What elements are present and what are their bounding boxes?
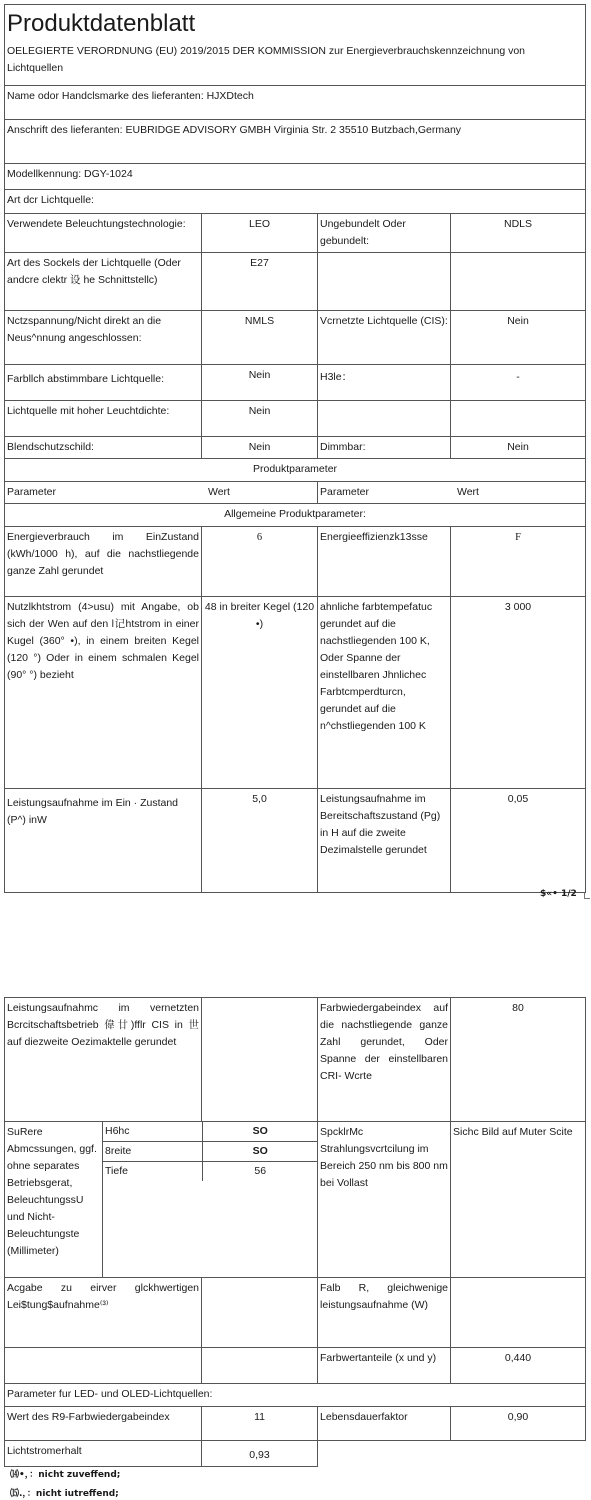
footnote-2: ⒂.，：nicht iutreffend; <box>10 1489 119 1499</box>
param-label: Falb R, gleichwenige leistungsaufnahme (W) <box>318 1278 451 1348</box>
param-value: 11 <box>202 1407 318 1441</box>
param-value: Nein <box>451 437 586 459</box>
param-value: 5,0 <box>202 789 318 893</box>
page-1 <box>4 4 585 893</box>
empty-cell <box>318 1441 586 1467</box>
dimension-name: H6hc <box>103 1122 202 1142</box>
datasheet-table-page2 <box>4 997 586 1467</box>
param-value: 3 000 <box>451 597 586 789</box>
page-corner-mark <box>584 893 590 899</box>
page-2 <box>4 997 585 1467</box>
param-value <box>451 401 586 437</box>
param-label: Farbwertanteile (x und y) <box>318 1348 451 1384</box>
section-led-parameters: Parameter fur LED- und OLED-Lichtquellen: <box>5 1384 586 1407</box>
header-parameter: Parameter <box>320 486 370 498</box>
header-value: Wert <box>208 486 230 498</box>
param-value: Nein <box>202 401 318 437</box>
param-label: Nutzlkhtstrom (4>usu) mit Angabe, ob sich der Wen auf den l记htstrom in einer Kugel (360° •), in einem breiten Kegel (120 °) Oder in einem schmalen Kegel (90° °) bezieht <box>5 597 202 789</box>
param-value <box>451 1278 586 1348</box>
param-value: NMLS <box>202 311 318 365</box>
model-id: Modellkennung: DGY-1024 <box>5 164 586 190</box>
page-title: Produktdatenblatt <box>7 10 196 37</box>
param-value: 0,93 <box>202 1441 318 1467</box>
param-label: Leistungsaufnahme im Ein · Zustand (P^) inW <box>5 789 202 893</box>
param-label: Lichtquelle mit hoher Leuchtdichte: <box>5 401 202 437</box>
param-value: Sichc Bild auf Muter Scite <box>451 1122 586 1278</box>
param-value: 80 <box>451 998 586 1122</box>
param-value: 0,05 <box>451 789 586 893</box>
regulation-text: OELEGIERTE VERORDNUNG (EU) 2019/2015 DER KOMMISSION zur Energieverbrauchskennzeichnung von Lichtquellen <box>5 41 586 86</box>
param-label: ahnliche farbtempefatuc gerundet auf die nachstliegenden 100 K, Oder Spanne der einstellbaren Jhnlichec Farbtcmperdturcn, gerundet auf die n^chstliegenden 100 K <box>318 597 451 789</box>
supplier-name: Name odor Handclsmarke des lieferanten: HJXDtech <box>5 86 586 120</box>
param-value: 48 in breiter Kegel (120 •) <box>202 597 318 789</box>
param-label: Lichtstromerhalt <box>5 1441 202 1467</box>
header-value: Wert <box>457 486 479 498</box>
param-label: Farbllch abstimmbare Lichtquelle: <box>5 365 202 401</box>
footnote-1: ⒁•，：nicht zuveffend; <box>10 1470 121 1480</box>
header-parameter: Parameter <box>7 486 57 498</box>
param-label: Art des Sockels der Lichtquelle (Oder andcre clektr 设 he Schnittstellc) <box>5 253 202 311</box>
param-value: Nein <box>451 311 586 365</box>
param-value: LEO <box>202 214 318 253</box>
dimensions-table <box>103 1122 318 1181</box>
param-label: Acgabe zu eirver glckhwertigen Lei$tung$aufnahme⁽³⁾ <box>5 1278 202 1348</box>
param-label: Nctzspannung/Nicht direkt an die Neus^nnung angeschlossen: <box>5 311 202 365</box>
param-value: Nein <box>202 437 318 459</box>
param-label: Energieeffizienzk13sse <box>318 527 451 597</box>
param-label: SpcklrMc Strahlungsvcrtcilung im Bereich 250 nm bis 800 nm bei Vollast <box>318 1122 451 1278</box>
supplier-address: Anschrift des lieferanten: EUBRIDGE ADVISORY GMBH Virginia Str. 2 35510 Butzbach,Germany <box>5 120 586 164</box>
section-product-parameters: Produktparameter <box>5 459 586 482</box>
param-value <box>451 253 586 311</box>
param-value: F <box>451 527 586 597</box>
param-label: Dimmbar: <box>318 437 451 459</box>
param-label: Farbwiedergabeindex auf die nachstliegende ganze Zahl gerundet, Oder Spanne der einstellbaren CRI- Wcrte <box>318 998 451 1122</box>
dimension-value: SO <box>202 1142 318 1162</box>
param-label: Energieverbrauch im EinZustand (kWh/1000 h), auf die nachstliegende ganze Zahl gerundet <box>5 527 202 597</box>
dimension-name: 8reite <box>103 1142 202 1162</box>
page-number: $«• 1/2 <box>540 889 577 899</box>
param-label: Blendschutzschild: <box>5 437 202 459</box>
param-label <box>5 1348 202 1384</box>
param-value: 6 <box>202 527 318 597</box>
param-label: Wert des R9-Farbwiedergabeindex <box>5 1407 202 1441</box>
param-label: Leistungsaufnahmc im vernetzten Bcrcitschaftsbetrieb 偉廿)fflr CIS in 世 auf diezweite Oezimaktelle gerundet <box>5 998 202 1122</box>
dimensions-label: SuRere Abmcssungen, ggf. ohne separates Betriebsgerat, BeleuchtungssU und Nicht-Beleuchtungste (Millimeter) <box>5 1122 103 1278</box>
param-value: - <box>451 365 586 401</box>
param-label: H3le： <box>318 365 451 401</box>
param-value: 0,90 <box>451 1407 586 1441</box>
dimension-value: SO <box>202 1122 318 1142</box>
dimension-name: Tiefe <box>105 1165 128 1177</box>
param-label: Verwendete Beleuchtungstechnologie: <box>5 214 202 253</box>
param-value: Nein <box>202 365 318 401</box>
param-label <box>318 401 451 437</box>
param-value <box>202 1348 318 1384</box>
param-value <box>202 1278 318 1348</box>
param-label: Vcrnetzte Lichtquelle (CIS): <box>318 311 451 365</box>
datasheet-table-page1 <box>4 4 586 893</box>
param-value: E27 <box>202 253 318 311</box>
param-label: Ungebundelt Oder gebundelt: <box>318 214 451 253</box>
param-label <box>318 253 451 311</box>
section-general-parameters: Allgemeine Produktparameter: <box>5 504 586 527</box>
param-label: Leistungsaufnahme im Bereitschaftszustand (Pg) in H auf die zweite Dezimalstelle gerundet <box>318 789 451 893</box>
param-value <box>202 998 318 1122</box>
light-source-type: Art dcr Lichtquelle: <box>5 190 586 214</box>
param-value: NDLS <box>451 214 586 253</box>
dimension-value: 56 <box>202 1162 318 1182</box>
param-value: 0,440 <box>451 1348 586 1384</box>
param-label: Lebensdauerfaktor <box>318 1407 451 1441</box>
